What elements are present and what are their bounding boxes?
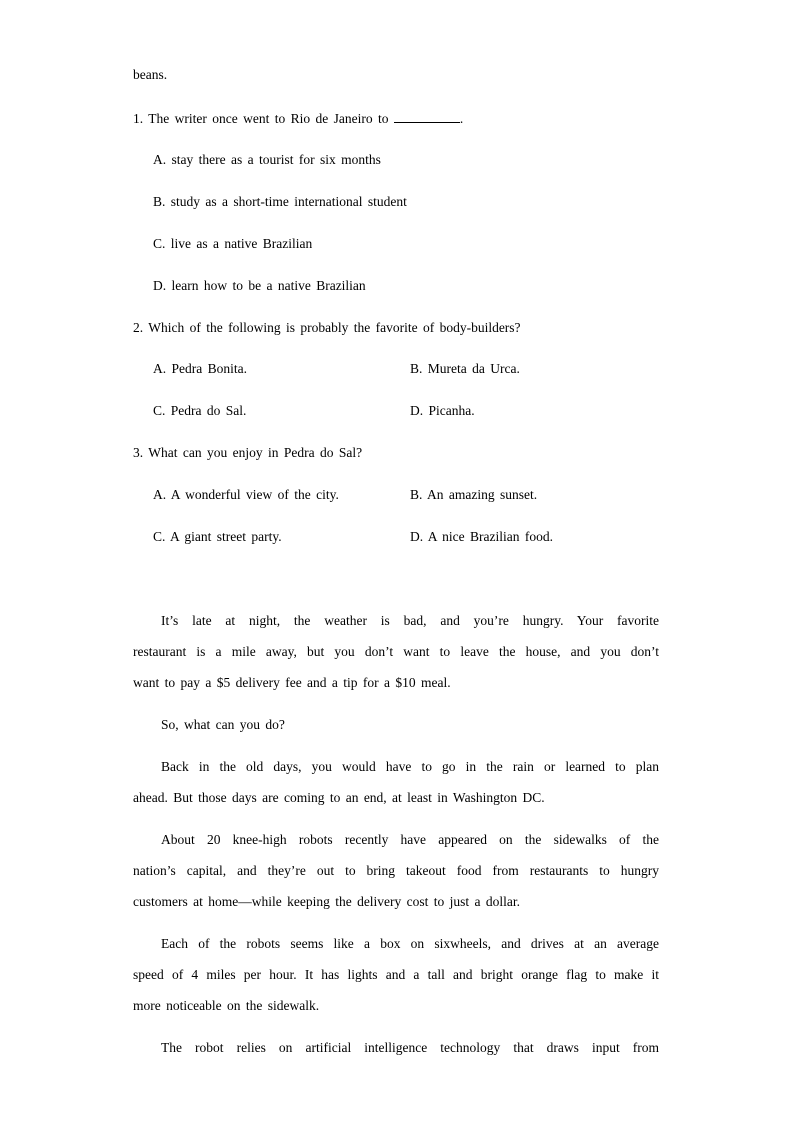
passage-paragraph-1-line-3: want to pay a $5 delivery fee and a tip for a $10 meal. — [133, 675, 451, 690]
option-letter: C. — [153, 236, 166, 251]
option-letter: B. — [410, 487, 423, 502]
question-2 — [133, 320, 521, 336]
option-letter: C. — [153, 403, 166, 418]
question-3-option-c — [153, 529, 282, 545]
passage-paragraph-5-line-3: more noticeable on the sidewalk. — [133, 998, 320, 1013]
question-1-option-b — [153, 194, 407, 210]
option-text: An amazing sunset. — [427, 487, 538, 502]
option-letter: A. — [153, 152, 167, 167]
option-text: Pedra do Sal. — [170, 403, 247, 418]
option-text: Mureta da Urca. — [427, 361, 520, 376]
question-3-option-a — [153, 487, 339, 503]
option-text: A nice Brazilian food. — [427, 529, 553, 544]
option-text: A giant street party. — [170, 529, 282, 544]
option-text: learn how to be a native Brazilian — [171, 278, 366, 293]
option-text: A wonderful view of the city. — [170, 487, 339, 502]
question-2-option-b — [410, 361, 520, 377]
option-text: Picanha. — [428, 403, 475, 418]
passage-paragraph-3-line-2: ahead. But those days are coming to an end, at least in Washington DC. — [133, 790, 545, 805]
question-2-number: 2. — [133, 320, 144, 335]
answer-blank — [394, 110, 460, 123]
passage-paragraph-4-line-3: customers at home—while keeping the delivery cost to just a dollar. — [133, 894, 521, 909]
passage-paragraph-4-line-2: nation’s capital, and they’re out to bring takeout food from restaurants to hungry — [133, 863, 659, 878]
question-2-stem: Which of the following is probably the favorite of body-builders? — [148, 320, 521, 335]
question-1-stem: The writer once went to Rio de Janeiro to — [148, 111, 389, 126]
question-1-stem-end: . — [459, 111, 464, 126]
passage-paragraph-5-line-2: speed of 4 miles per hour. It has lights and a tall and bright orange flag to make it — [133, 967, 659, 982]
passage-paragraph-5-line-1: Each of the robots seems like a box on sixwheels, and drives at an average — [161, 936, 659, 951]
option-letter: D. — [153, 278, 167, 293]
question-3-option-d — [410, 529, 553, 545]
option-letter: B. — [410, 361, 423, 376]
option-letter: C. — [153, 529, 166, 544]
passage-paragraph-6-line-1: The robot relies on artificial intelligence technology that draws input from — [161, 1040, 659, 1055]
question-2-option-d — [410, 403, 475, 419]
question-1 — [133, 110, 463, 127]
question-3-option-b — [410, 487, 537, 503]
option-letter: D. — [410, 529, 424, 544]
intro-fragment: beans. — [133, 67, 168, 82]
passage-paragraph-1-line-1: It’s late at night, the weather is bad, and you’re hungry. Your favorite — [161, 613, 659, 628]
option-letter: A. — [153, 361, 167, 376]
question-1-option-a — [153, 152, 381, 168]
option-letter: D. — [410, 403, 424, 418]
question-1-option-d — [153, 278, 366, 294]
question-1-number: 1. — [133, 111, 144, 126]
option-letter: A. — [153, 487, 167, 502]
option-text: Pedra Bonita. — [171, 361, 247, 376]
question-2-option-a — [153, 361, 247, 377]
passage-paragraph-4-line-1: About 20 knee-high robots recently have appeared on the sidewalks of the — [161, 832, 659, 847]
question-2-option-c — [153, 403, 246, 419]
passage-paragraph-3-line-1: Back in the old days, you would have to go in the rain or learned to plan — [161, 759, 659, 774]
passage-paragraph-2: So, what can you do? — [161, 717, 285, 732]
question-3-number: 3. — [133, 445, 144, 460]
question-3-stem: What can you enjoy in Pedra do Sal? — [148, 445, 363, 460]
option-text: study as a short-time international student — [170, 194, 407, 209]
option-text: stay there as a tourist for six months — [171, 152, 381, 167]
question-3 — [133, 445, 362, 461]
question-1-option-c — [153, 236, 312, 252]
option-letter: B. — [153, 194, 166, 209]
passage-paragraph-1-line-2: restaurant is a mile away, but you don’t want to leave the house, and you don’t — [133, 644, 659, 659]
option-text: live as a native Brazilian — [170, 236, 313, 251]
